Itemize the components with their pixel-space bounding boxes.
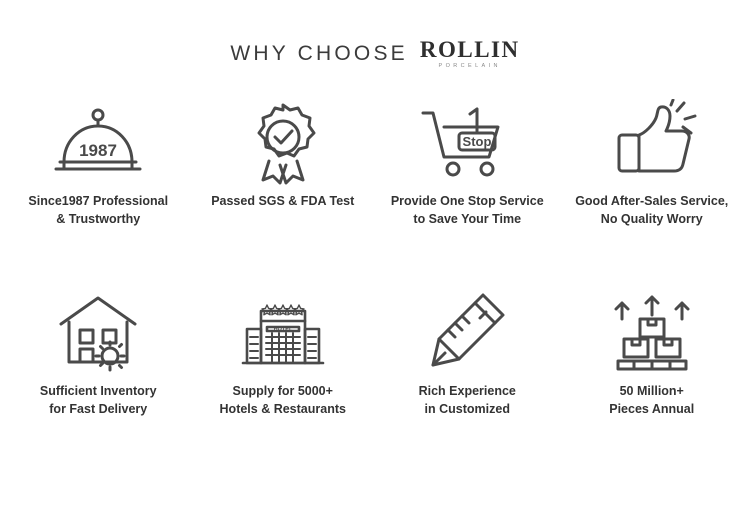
icon-stop-label: Stop xyxy=(462,133,492,149)
hotel-building-icon xyxy=(237,284,329,380)
feature-caption xyxy=(40,382,157,418)
feature-caption xyxy=(419,382,516,418)
certified-badge-check-icon xyxy=(238,94,328,190)
brand-subtitle: PORCELAIN xyxy=(438,63,501,69)
brand-name: ROLLIN xyxy=(419,37,520,62)
feature-caption-line2: & Trustworthy xyxy=(56,211,141,226)
feature-caption-line1: Since1987 Professional xyxy=(28,193,169,208)
warehouse-gear-icon xyxy=(53,284,143,380)
feature-caption-line1: Supply for 5000+ xyxy=(232,383,333,398)
feature-item xyxy=(560,94,745,284)
feature-item xyxy=(560,284,745,474)
feature-caption xyxy=(211,192,354,210)
feature-caption-line1: Sufficient Inventory xyxy=(39,383,157,398)
feature-caption-line2: No Quality Worry xyxy=(600,211,703,226)
pencil-ruler-design-icon xyxy=(423,284,511,380)
feature-caption-line2: for Fast Delivery xyxy=(49,401,148,416)
brand-logo xyxy=(420,38,520,70)
feature-caption-line2: Pieces Annual xyxy=(609,401,695,416)
shopping-cart-one-stop-icon xyxy=(415,94,519,190)
feature-caption-line1: Good After-Sales Service, xyxy=(575,193,729,208)
feature-caption xyxy=(575,192,728,228)
feature-caption-line1: Rich Experience xyxy=(418,383,516,398)
feature-item xyxy=(6,94,191,284)
feature-caption-line1: Passed SGS & FDA Test xyxy=(211,193,355,208)
feature-item xyxy=(191,94,376,284)
page-title: WHY CHOOSE xyxy=(230,41,408,65)
feature-caption-line2: in Customized xyxy=(424,401,510,416)
icon-year-label: 1987 xyxy=(79,140,118,160)
feature-item xyxy=(6,284,191,474)
feature-caption xyxy=(220,382,346,418)
feature-caption-line1: Provide One Stop Service xyxy=(390,193,544,208)
features-grid xyxy=(0,94,750,474)
feature-caption xyxy=(609,382,694,418)
feature-caption-line2: to Save Your Time xyxy=(413,211,522,226)
cloche-dome-1987-icon xyxy=(50,94,146,190)
thumbs-up-icon xyxy=(605,94,699,190)
icon-hotel-label: HOTEL xyxy=(273,326,293,332)
feature-item xyxy=(191,284,376,474)
feature-caption xyxy=(391,192,544,228)
page-header xyxy=(0,0,750,70)
feature-caption xyxy=(28,192,168,228)
feature-caption-line1: 50 Million+ xyxy=(619,383,684,398)
feature-item xyxy=(375,284,560,474)
feature-item xyxy=(375,94,560,284)
boxes-pallet-output-icon xyxy=(606,284,698,380)
feature-caption-line2: Hotels & Restaurants xyxy=(219,401,346,416)
